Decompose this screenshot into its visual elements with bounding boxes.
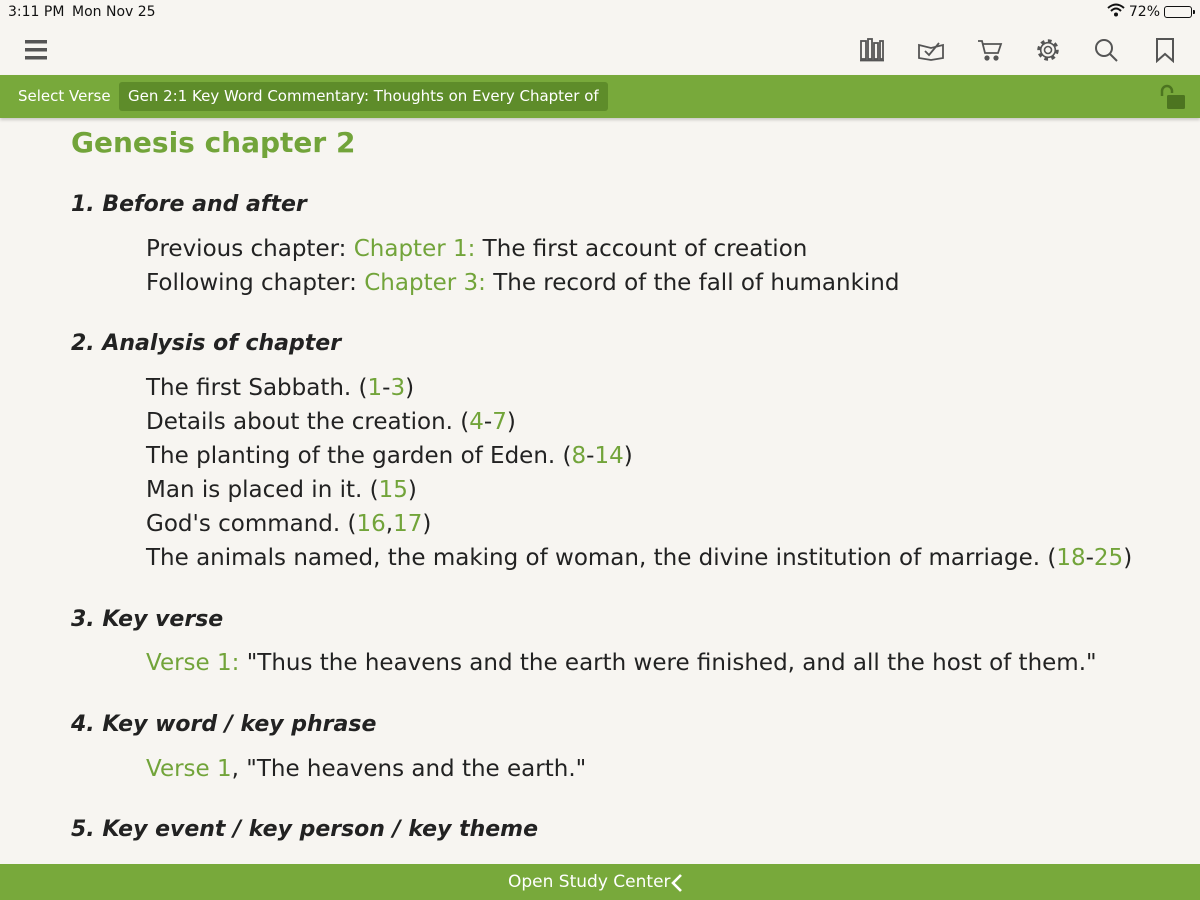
line-text: , <box>385 511 394 537</box>
line-text: ) <box>506 409 516 435</box>
verse-link[interactable]: 4 <box>469 409 484 435</box>
verse-link[interactable]: 16 <box>356 511 386 537</box>
verse-link[interactable]: Chapter 3: <box>364 270 486 296</box>
study-center-bar[interactable] <box>0 864 1200 900</box>
battery-icon <box>1164 6 1192 18</box>
text-line <box>146 375 414 401</box>
section-heading: 5. Key event / key person / key theme <box>71 817 539 842</box>
status-time: 3:11 PM <box>8 4 65 20</box>
battery-percent: 72% <box>1128 4 1160 20</box>
wifi-icon <box>1107 3 1125 21</box>
line-text: God's command. ( <box>146 511 357 537</box>
section-heading: 4. Key word / key phrase <box>71 712 377 737</box>
line-text: Previous chapter: <box>146 236 354 262</box>
text-line <box>146 443 633 469</box>
commentary-content <box>0 118 1200 864</box>
status-right <box>1107 3 1192 21</box>
verse-link[interactable]: 7 <box>492 409 507 435</box>
reading-plan-icon[interactable] <box>916 35 946 65</box>
line-text: - <box>1085 545 1094 571</box>
verse-link[interactable]: 25 <box>1093 545 1124 571</box>
text-line <box>146 236 807 262</box>
text-line <box>146 545 1132 571</box>
verse-link[interactable]: 1 <box>217 756 232 782</box>
line-text: The first Sabbath. ( <box>146 375 368 401</box>
open-study-center-label[interactable]: Open Study Center <box>508 872 671 892</box>
resource-bar <box>0 75 1200 118</box>
status-date: Mon Nov 25 <box>72 4 156 20</box>
search-icon[interactable] <box>1091 35 1121 65</box>
verse-link[interactable]: 8 <box>571 443 587 469</box>
line-text: - <box>382 375 391 401</box>
section-heading: 1. Before and after <box>71 192 307 217</box>
lock-open-icon[interactable] <box>1158 84 1188 114</box>
section-heading: 3. Key verse <box>71 607 224 632</box>
select-verse-button[interactable]: Select Verse <box>18 87 111 105</box>
verse-link[interactable]: 14 <box>594 443 624 469</box>
line-text: - <box>483 409 493 435</box>
line-text: Following chapter: <box>146 270 365 296</box>
line-text: The animals named, the making of woman, the divine institution of marriage. ( <box>146 545 1057 571</box>
verse-link[interactable]: Verse <box>146 756 217 782</box>
text-line <box>146 756 586 782</box>
verse-link[interactable]: Chapter 1: <box>353 236 476 262</box>
text-line <box>146 650 1097 676</box>
line-text: ) <box>623 443 633 469</box>
line-text: ) <box>407 477 417 503</box>
text-line <box>146 409 516 435</box>
chapter-title: Genesis chapter 2 <box>71 126 356 159</box>
menu-icon[interactable] <box>21 35 51 65</box>
line-text: , "The heavens and the earth." <box>231 756 587 782</box>
verse-link[interactable]: 18 <box>1056 545 1086 571</box>
verse-link[interactable]: 17 <box>393 511 423 537</box>
toolbar <box>0 24 1200 75</box>
cart-icon[interactable] <box>975 35 1005 65</box>
chevron-left-icon[interactable] <box>670 873 684 898</box>
text-line <box>146 511 431 537</box>
line-text: ) <box>422 511 432 537</box>
text-line <box>146 477 417 503</box>
text-line <box>146 270 900 296</box>
line-text: - <box>586 443 595 469</box>
verse-link[interactable]: 1 <box>367 375 383 401</box>
section-heading: 2. Analysis of chapter <box>71 331 342 356</box>
gear-icon[interactable] <box>1033 35 1063 65</box>
bookmark-icon[interactable] <box>1150 35 1180 65</box>
verse-link[interactable]: 15 <box>378 477 408 503</box>
library-icon[interactable] <box>857 35 887 65</box>
line-text: Man is placed in it. ( <box>146 477 379 503</box>
line-text: The record of the fall of humankind <box>485 270 900 296</box>
verse-link[interactable]: 3 <box>390 375 406 401</box>
line-text: The first account of creation <box>475 236 808 262</box>
resource-tab[interactable]: Gen 2:1 Key Word Commentary: Thoughts on Every Chapter of <box>119 82 608 111</box>
verse-link[interactable]: Verse 1: <box>146 650 240 676</box>
status-bar <box>0 0 1200 24</box>
line-text: ) <box>405 375 415 401</box>
line-text: The planting of the garden of Eden. ( <box>146 443 572 469</box>
line-text: Details about the creation. ( <box>146 409 470 435</box>
line-text: ) <box>1123 545 1133 571</box>
line-text: "Thus the heavens and the earth were finished, and all the host of them." <box>239 650 1097 676</box>
